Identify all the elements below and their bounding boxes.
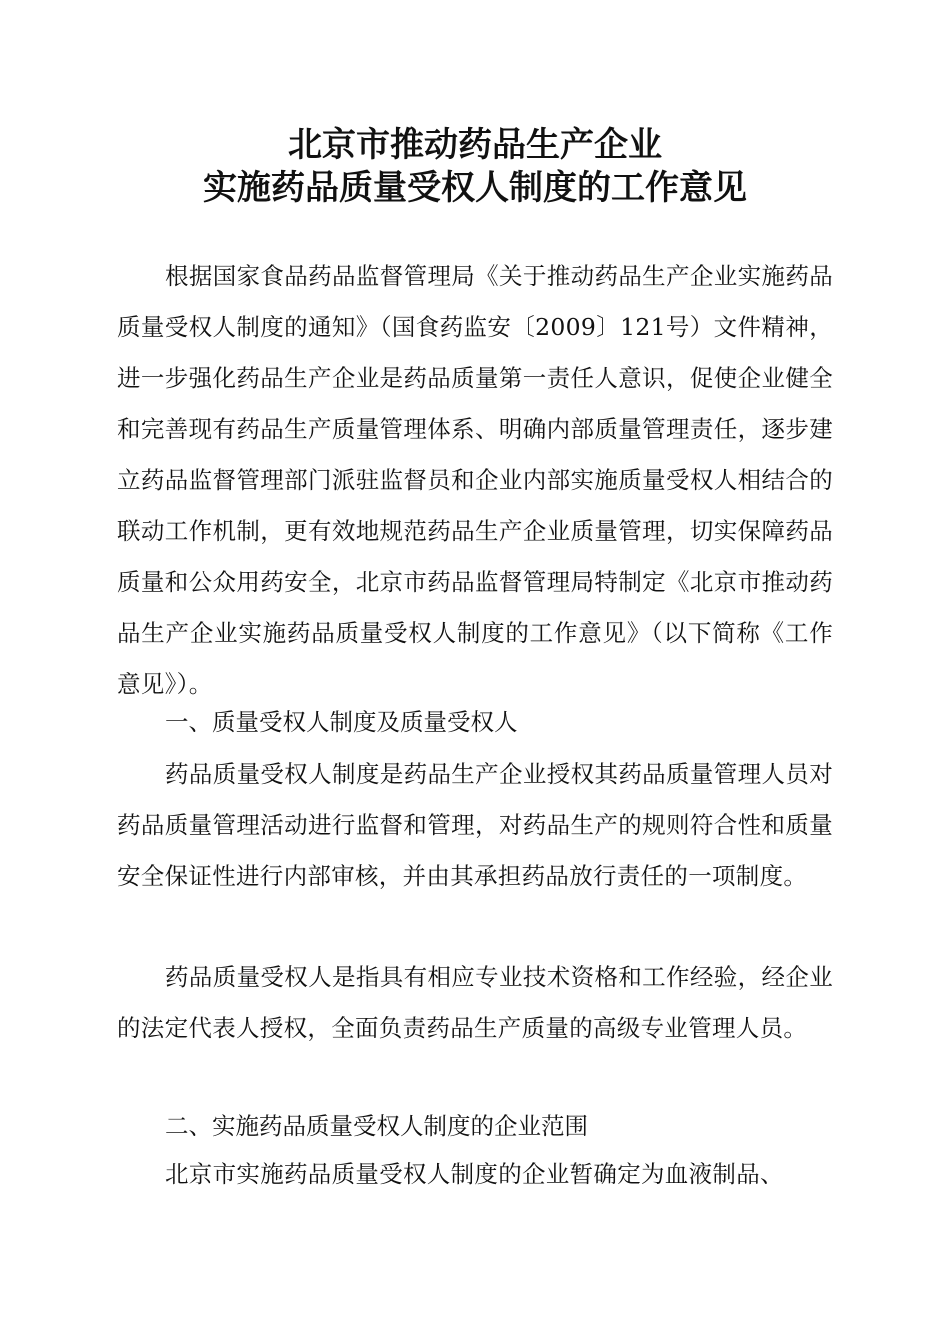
section-1-paragraph-2: 药品质量受权人是指具有相应专业技术资格和工作经验，经企业的法定代表人授权，全面负责药品生产质量的高级专业管理人员。 bbox=[117, 963, 833, 1042]
section-2-heading: 二、实施药品质量受权人制度的企业范围 bbox=[165, 1112, 588, 1140]
section-1-heading: 一、质量受权人制度及质量受权人 bbox=[165, 708, 518, 736]
intro-paragraph: 根据国家食品药品监督管理局《关于推动药品生产企业实施药品质量受权人制度的通知》（国食药监安〔2009〕121号）文件精神，进一步强化药品生产企业是药品质量第一责任人意识，促使企业健全和完善现有药品生产质量管理体系、明确内部质量管理责任，逐步建立药品监督管理部门派驻监督员和企业内部实施质量受权人相结合的联动工作机制，更有效地规范药品生产企业质量管理，切实保障药品质量和公众用药安全，北京市药品监督管理局特制定《北京市推动药品生产企业实施药品质量受权人制度的工作意见》（以下简称《工作意见》）。 bbox=[117, 262, 833, 698]
document-title-line-2: 实施药品质量受权人制度的工作意见 bbox=[203, 168, 747, 208]
section-1-paragraph-1: 药品质量受权人制度是药品生产企业授权其药品质量管理人员对药品质量管理活动进行监督和管理，对药品生产的规则符合性和质量安全保证性进行内部审核，并由其承担药品放行责任的一项制度。 bbox=[117, 760, 833, 890]
section-2-paragraph-1: 北京市实施药品质量受权人制度的企业暂确定为血液制品、 bbox=[165, 1160, 784, 1188]
document-title-line-1: 北京市推动药品生产企业 bbox=[288, 125, 662, 165]
